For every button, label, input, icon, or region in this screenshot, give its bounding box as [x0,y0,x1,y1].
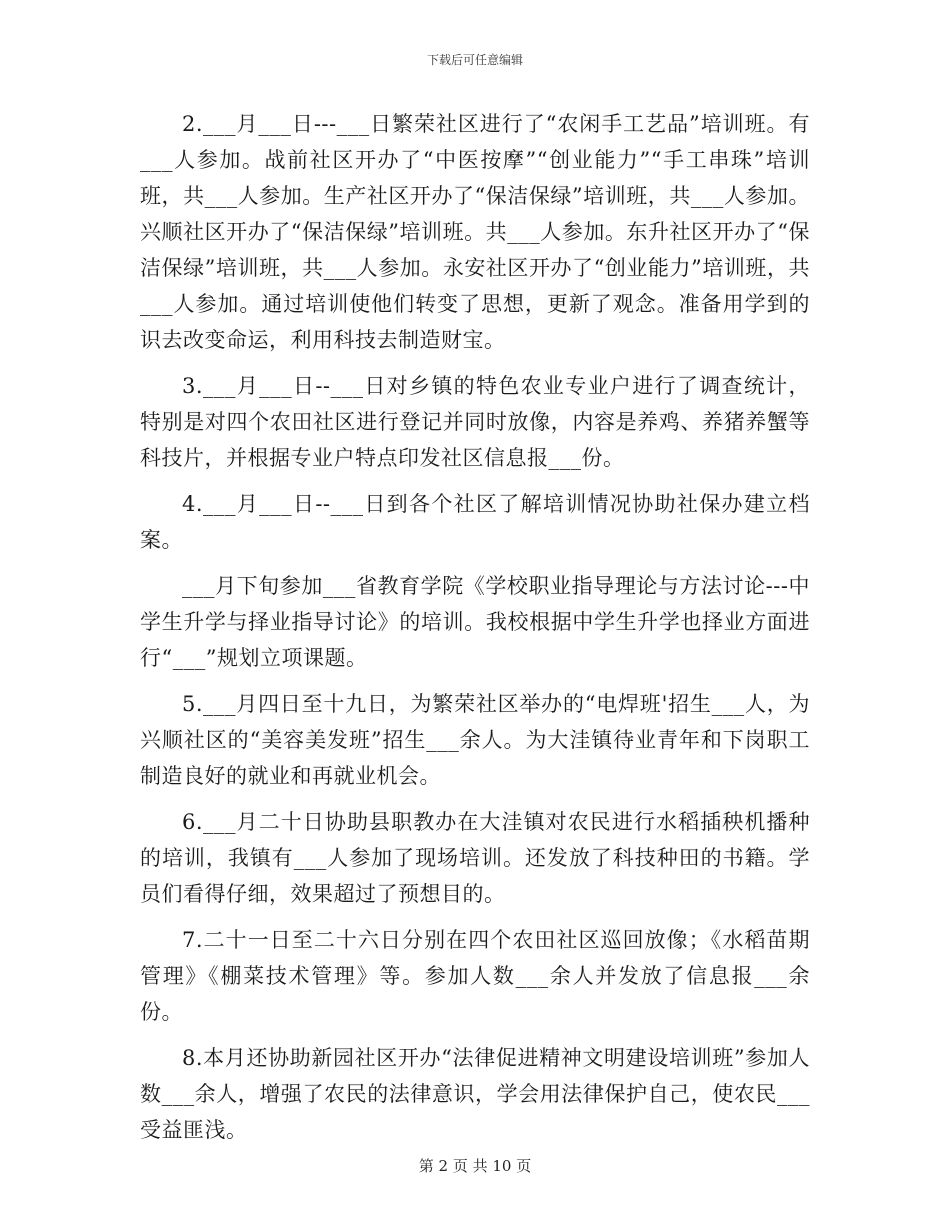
page-header: 下载后可任意编辑 [426,53,523,67]
paragraph-item-8: 8.本月还协助新园社区开办“法律促进精神文明建设培训班”参加人数___余人，增强了农民的法律意识，学会用法律保护自己，使农民___受益匪浅。 [140,1046,810,1142]
paragraph-item-6: 6.___月二十日协助县职教办在大洼镇对农民进行水稻插秧机播种的培训，我镇有___人参加了现场培训。还发放了科技种田的书籍。学员们看得仔细，效果超过了预想目的。 [140,810,810,906]
paragraph-item-2: 2.___月___日---___日繁荣社区进行了“农闲手工艺品”培训班。有___人参加。战前社区开办了“中医按摩”“创业能力”“手工串珠”培训班，共___人参加。生产社区开办了“保洁保绿”培训班，共___人参加。兴顺社区开办了“保洁保绿”培训班。共___人参加。东升社区开办了“保洁保绿”培训班，共___人参加。永安社区开办了“创业能力”培训班，共___人参加。通过培训使他们转变了思想，更新了观念。准备用学到的识去改变命运，利用科技去制造财宝。 [140,112,810,352]
paragraph-training-note: ___月下旬参加___省教育学院《学校职业指导理论与方法讨论---中学生升学与择业指导讨论》的培训。我校根据中学生升学也择业方面进行“___”规划立项课题。 [140,574,810,670]
paragraph-item-5: 5.___月四日至十九日，为繁荣社区举办的“电焊班'招生___人，为兴顺社区的“美容美发班”招生___余人。为大洼镇待业青年和下岗职工制造良好的就业和再就业机会。 [140,692,810,788]
paragraph-item-7: 7.二十一日至二十六日分别在四个农田社区巡回放像；《水稻苗期管理》《棚菜技术管理》等。参加人数___余人并发放了信息报___余份。 [140,928,810,1024]
document-body [140,106,810,1158]
page-footer: 第 2 页 共 10 页 [418,1157,532,1175]
paragraph-item-4: 4.___月___日--___日到各个社区了解培训情况协助社保办建立档案。 [140,492,810,552]
paragraph-item-3: 3.___月___日--___日对乡镇的特色农业专业户进行了调查统计，特别是对四个农田社区进行登记并同时放像，内容是养鸡、养猪养蟹等科技片，并根据专业户特点印发社区信息报___份。 [140,374,810,470]
